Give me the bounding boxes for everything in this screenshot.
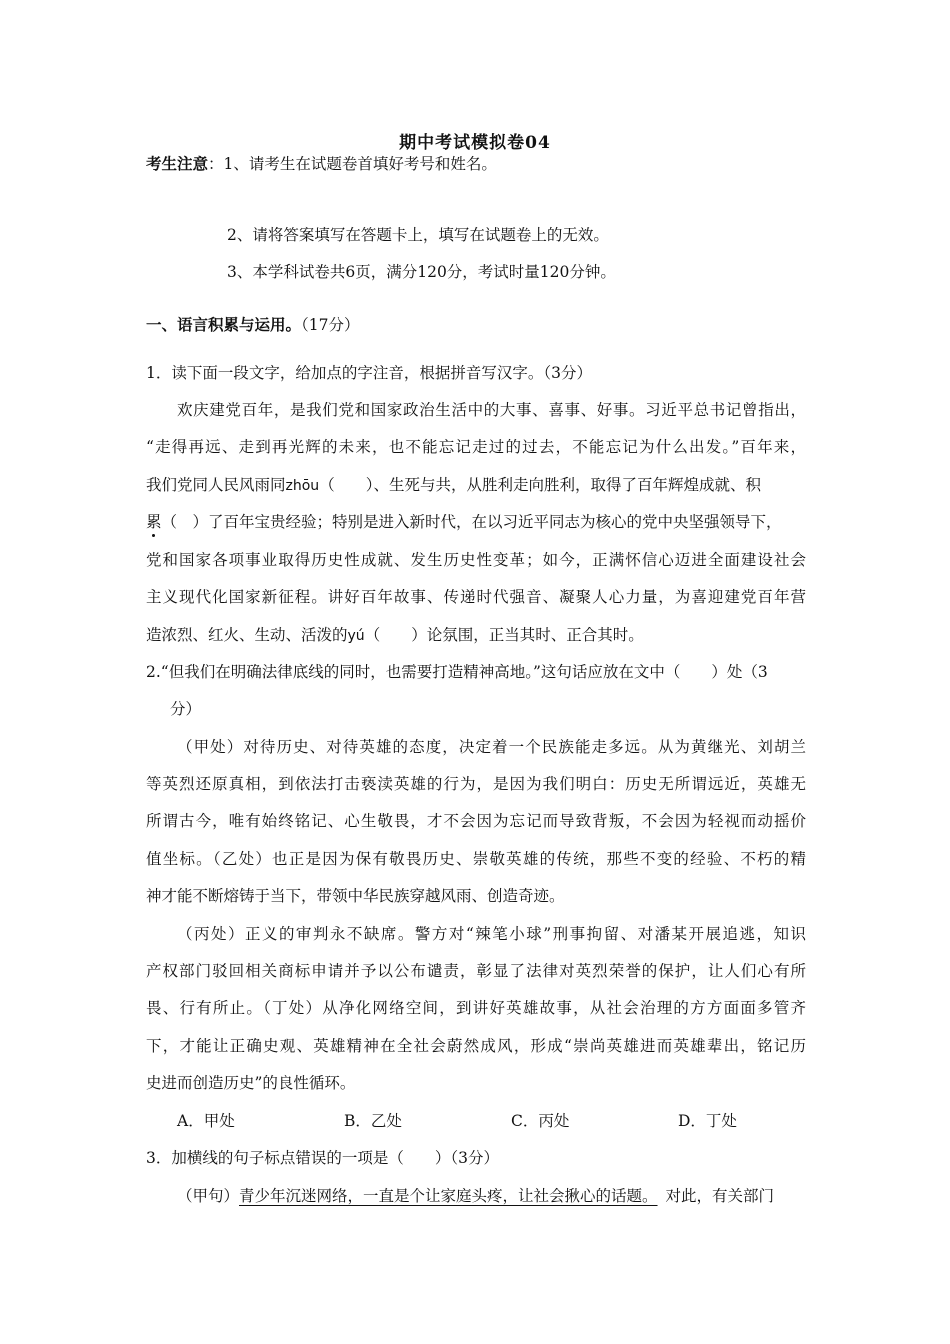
q3-sentence-tag: （甲句） xyxy=(177,1187,240,1205)
q2-text-b1: （丙处）正义的审判永不缺席。警方对“辣笔小球”刑事拘留、对潘某开展追逃，知识 xyxy=(177,925,806,943)
q2-option-c[interactable]: C．丙处 xyxy=(511,1112,570,1130)
q1-text-3a: 我们党同人民风雨同 xyxy=(146,476,286,494)
q1-pinyin-yu: yú xyxy=(347,628,365,644)
section-1-heading xyxy=(146,315,360,335)
q2-text-b5: 史进而创造历史”的良性循环。 xyxy=(146,1074,356,1092)
q2-para-a-line-2 xyxy=(146,774,806,794)
q2-text-b4: 下，才能让正确史观、英雄精神在全社会蔚然成风，形成“崇尚英雄进而英雄辈出，铭记历 xyxy=(146,1037,806,1055)
q2-para-b-line-3 xyxy=(146,998,806,1018)
notice-line-1 xyxy=(146,154,497,174)
q1-stem: 1．读下面一段文字，给加点的字注音，根据拼音写汉字。（3分） xyxy=(146,364,592,382)
q2-text-a2: 等英烈还原真相，到依法打击亵渎英雄的行为，是因为我们明白：历史无所谓远近，英雄无 xyxy=(146,775,806,793)
q1-text-7b: （ ）论氛围，正当其时、正合其时。 xyxy=(364,626,644,644)
q1-para-line-7 xyxy=(146,625,644,646)
q1-text-5: 党和国家各项事业取得历史性成就、发生历史性变革；如今，正满怀信心迈进全面建设社会 xyxy=(146,551,806,569)
q1-para-line-3 xyxy=(146,475,761,496)
q2-option-a[interactable]: A．甲处 xyxy=(177,1112,235,1130)
q2-para-b-line-1 xyxy=(146,924,806,944)
q2-text-a1: （甲处）对待历史、对待英雄的态度，决定着一个民族能走多远。从为黄继光、刘胡兰 xyxy=(177,738,806,756)
section-1-score: （17分） xyxy=(301,316,360,334)
q2-text-a3: 所谓古今，唯有始终铭记、心生敬畏，才不会因为忘记而导致背叛，不会因为轻视而动摇价 xyxy=(146,812,806,830)
q1-text-4: （ ）了百年宝贵经验；特别是进入新时代，在以习近平同志为核心的党中央坚强领导下， xyxy=(161,513,782,531)
q1-para-line-5 xyxy=(146,550,806,570)
q1-text-3b: （ ）、生死与共，从胜利走向胜利，取得了百年辉煌成就、积 xyxy=(319,476,761,494)
q2-text-a5: 神才能不断熔铸于当下，带领中华民族穿越风雨、创造奇迹。 xyxy=(146,887,565,905)
notice-item-1: ：1、请考生在试题卷首填好考号和姓名。 xyxy=(208,155,497,173)
q2-para-b-line-2 xyxy=(146,961,806,981)
q1-dotted-char: 累 xyxy=(146,513,162,531)
q2-para-b-line-4 xyxy=(146,1036,806,1056)
section-1-title: 一、语言积累与运用。 xyxy=(146,315,302,334)
q1-text-6: 主义现代化国家新征程。讲好百年故事、传递时代强音、凝聚人心力量，为喜迎建党百年营 xyxy=(146,588,806,606)
q2-option-b[interactable]: B．乙处 xyxy=(344,1112,402,1130)
q1-para-line-2 xyxy=(146,437,806,457)
q1-text-7a: 造浓烈、红火、生动、活泼的 xyxy=(146,626,348,644)
q2-text-a4: 值坐标。（乙处）也正是因为保有敬畏历史、崇敬英雄的传统，那些不变的经验、不朽的精 xyxy=(146,850,806,868)
q1-text-1: 欢庆建党百年，是我们党和国家政治生活中的大事、喜事、好事。习近平总书记曾指出， xyxy=(177,401,806,419)
q1-para-line-1 xyxy=(146,400,806,420)
q2-text-b3: 畏、行有所止。（丁处）从净化网络空间，到讲好英雄故事，从社会治理的方方面面多管齐 xyxy=(146,999,806,1017)
q1-para-line-4 xyxy=(146,512,782,532)
q3-text-after: 对此，有关部门 xyxy=(665,1187,775,1205)
q1-pinyin-zhou: zhōu xyxy=(285,478,320,494)
q1-para-line-6 xyxy=(146,587,806,607)
q1-text-2: “走得再远、走到再光辉的未来，也不能忘记走过的过去，不能忘记为什么出发。”百年来， xyxy=(146,438,806,456)
q3-line-1 xyxy=(177,1186,774,1206)
q2-para-a-line-4 xyxy=(146,849,806,869)
q2-text-b2: 产权部门驳回相关商标申请并予以公布谴责，彰显了法律对英烈荣誉的保护，让人们心有所 xyxy=(146,962,806,980)
q2-para-a-line-3 xyxy=(146,811,806,831)
notice-label: 考生注意 xyxy=(146,154,209,173)
q3-stem: 3．加横线的句子标点错误的一项是（ ）（3分） xyxy=(146,1149,499,1167)
q2-stem-2: 分） xyxy=(170,700,202,718)
q2-option-d[interactable]: D．丁处 xyxy=(678,1112,737,1130)
notice-item-2: 2、请将答案填写在答题卡上，填写在试题卷上的无效。 xyxy=(227,226,609,244)
page-title: 期中考试模拟卷04 xyxy=(399,133,551,153)
q2-stem-1: 2.“但我们在明确法律底线的同时，也需要打造精神高地。”这句话应放在文中（ ）处（3 xyxy=(146,663,768,681)
q3-underlined-sentence: 青少年沉迷网络，一直是个让家庭头疼，让社会揪心的话题。 xyxy=(239,1187,658,1205)
notice-item-3: 3、本学科试卷共6页，满分120分，考试时量120分钟。 xyxy=(227,263,616,281)
q2-para-a-line-1 xyxy=(146,737,806,757)
